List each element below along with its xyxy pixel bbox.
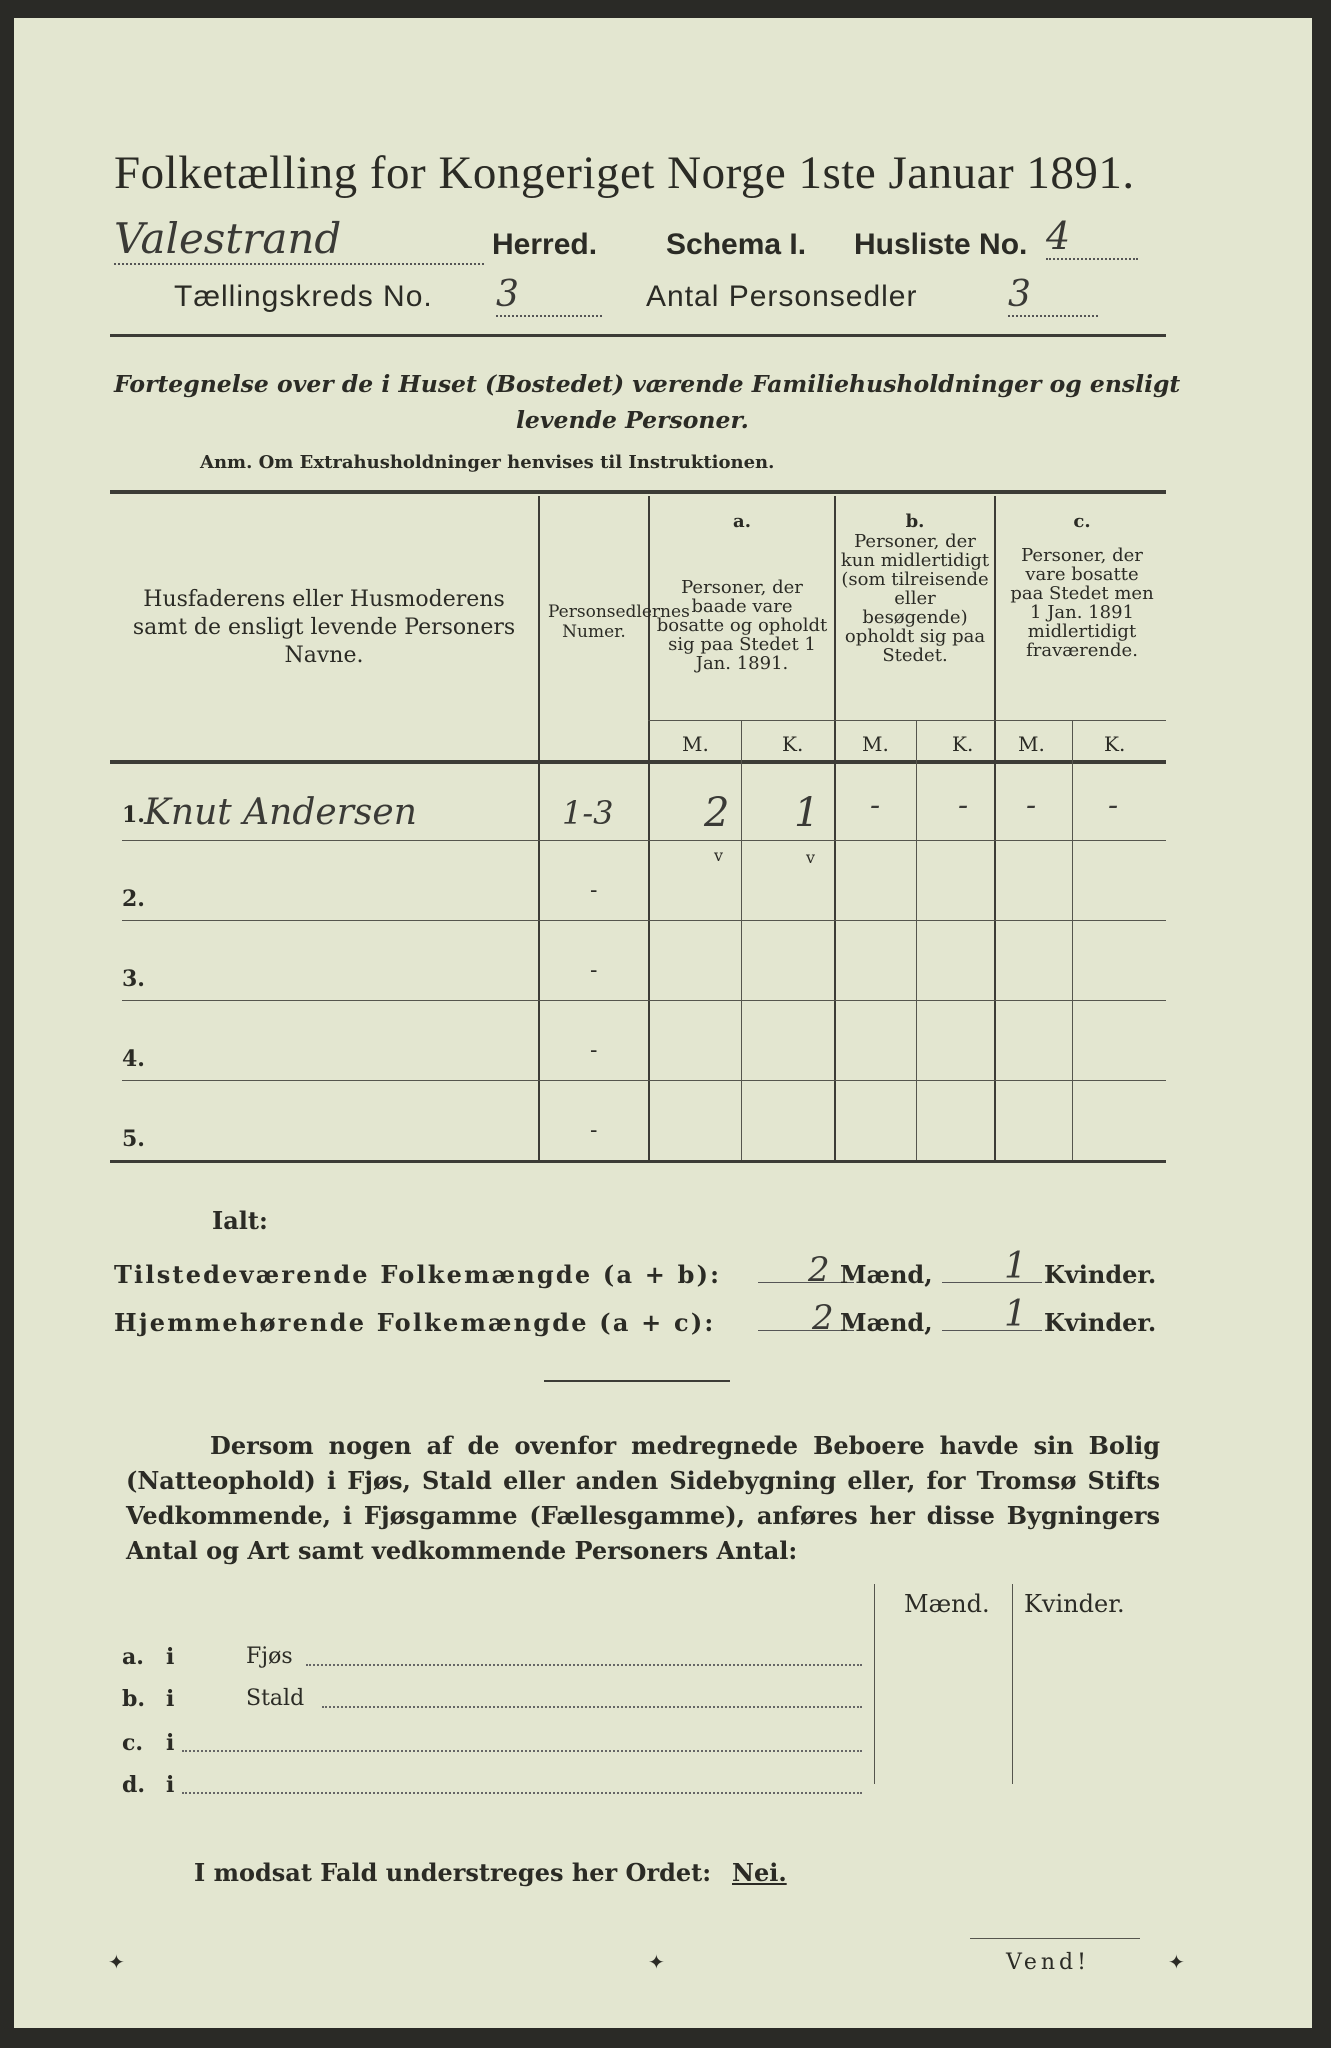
col-header-name: Husfaderens eller Husmoderens samt de ensligt levende Personers Navne. xyxy=(132,587,516,668)
row-rule xyxy=(122,1000,1166,1001)
hjemme-maend: Mænd, xyxy=(840,1308,933,1337)
row-number: 1. xyxy=(122,802,145,828)
personsedler-value: 3 xyxy=(1008,274,1098,317)
kvinder-head: Kvinder. xyxy=(1024,1590,1125,1618)
m-header: M. xyxy=(682,732,709,756)
kreds-value: 3 xyxy=(496,274,602,317)
col-rule xyxy=(916,720,917,1160)
col-header-a-letter: a. xyxy=(733,511,751,532)
bolig-letter: d. xyxy=(122,1772,146,1798)
bolig-dots xyxy=(306,1664,862,1666)
husliste-label: Husliste No. xyxy=(854,228,1028,261)
tilstede-maend: Mænd, xyxy=(840,1260,933,1289)
count-b-k: - xyxy=(958,788,969,823)
nei-word: Nei. xyxy=(732,1858,787,1887)
bolig-i: i xyxy=(166,1730,175,1756)
corner-mark: ✦ xyxy=(108,1950,125,1974)
row-number: 4. xyxy=(122,1046,145,1072)
col-header-b-letter: b. xyxy=(905,511,925,532)
hjemme-label: Hjemmehørende Folkemængde (a + c): xyxy=(114,1308,716,1337)
bolig-dots xyxy=(182,1750,862,1752)
count-c-k: - xyxy=(1108,788,1119,823)
tilstede-k-line xyxy=(942,1282,1042,1283)
form-title: Folketælling for Kongeriget Norge 1ste Januar 1891. xyxy=(114,147,1135,199)
header-rule xyxy=(110,334,1166,337)
vend-rule xyxy=(970,1938,1140,1939)
schema-label: Schema I. xyxy=(666,228,807,261)
table-bottom-rule xyxy=(110,1160,1166,1163)
row-number: 3. xyxy=(122,966,145,992)
m-header: M. xyxy=(1018,732,1045,756)
maend-head: Mænd. xyxy=(904,1590,990,1618)
col-header-num: Personsedlernes Numer. xyxy=(548,602,690,642)
hjemme-k-value: 1 xyxy=(1004,1294,1027,1335)
person-num: - xyxy=(590,1118,598,1143)
count-a-k: 1 xyxy=(794,790,820,836)
herred-label: Herred. xyxy=(492,228,598,261)
bolig-i: i xyxy=(166,1772,175,1798)
tilstede-m-value: 2 xyxy=(808,1250,830,1290)
mk-rule xyxy=(648,720,1166,721)
personsedler-label: Antal Personsedler xyxy=(646,280,918,313)
col-header-c-letter: c. xyxy=(1073,511,1091,532)
checkmark: v xyxy=(806,848,816,867)
bolig-letter: a. xyxy=(122,1644,144,1670)
bolig-label: Fjøs xyxy=(246,1644,293,1669)
table-top-rule xyxy=(110,490,1166,494)
intro-line2: levende Personer. xyxy=(516,406,749,434)
section-divider xyxy=(544,1380,730,1382)
hjemme-k-line xyxy=(942,1330,1042,1331)
corner-mark: ✦ xyxy=(1168,1950,1185,1974)
col-header-c: Personer, der vare bosatte paa Stedet men 1 Jan. 1891 midlertidigt fraværende. xyxy=(1010,545,1154,661)
anm-note: Anm. Om Extrahusholdninger henvises til Instruktionen. xyxy=(200,452,775,473)
col-rule xyxy=(834,496,836,1160)
bolig-dots xyxy=(322,1706,862,1708)
col-header-b: Personer, der kun midlertidigt (som tilreisende eller besøgende) opholdt sig paa Stedet. xyxy=(840,531,990,666)
person-num: 1-3 xyxy=(562,794,614,832)
bolig-col-rule xyxy=(1012,1584,1013,1784)
vend-text: Vend! xyxy=(1006,1950,1090,1975)
bolig-i: i xyxy=(166,1686,175,1712)
table-header-rule xyxy=(110,760,1166,764)
hjemme-kvinder: Kvinder. xyxy=(1044,1308,1157,1337)
row-number: 2. xyxy=(122,886,145,912)
husliste-value: 4 xyxy=(1046,214,1138,260)
intro-line1: Fortegnelse over de i Huset (Bostedet) værende Familiehusholdninger og ensligt xyxy=(114,370,1181,398)
bolig-letter: b. xyxy=(122,1686,146,1712)
row-rule xyxy=(122,840,1166,841)
tilstede-kvinder: Kvinder. xyxy=(1044,1260,1157,1289)
kreds-label: Tællingskreds No. xyxy=(174,280,433,313)
bolig-paragraph: Dersom nogen af de ovenfor medregnede Beboere havde sin Bolig (Natteophold) i Fjøs, Stald eller anden Sidebygning eller, for Tromsø Stifts Vedkommende, i Fjøsgamme (Fællesgamme), anføres her disse Bygningers Antal og Art samt vedkommende Personers Antal: xyxy=(126,1431,1160,1565)
row-rule xyxy=(122,1080,1166,1081)
row-rule xyxy=(122,920,1166,921)
modsat-text: I modsat Fald understreges her Ordet: xyxy=(194,1858,712,1887)
hjemme-m-value: 2 xyxy=(812,1298,834,1338)
bolig-dots xyxy=(182,1792,862,1794)
bolig-col-rule xyxy=(874,1584,875,1784)
col-rule xyxy=(741,720,742,1160)
corner-mark: ✦ xyxy=(648,1950,665,1974)
bolig-label: Stald xyxy=(246,1686,305,1711)
col-rule xyxy=(1072,720,1073,1160)
count-a-m: 2 xyxy=(704,790,730,836)
person-num: - xyxy=(590,958,598,983)
col-rule xyxy=(648,496,650,1160)
k-header: K. xyxy=(1104,732,1126,756)
col-rule xyxy=(994,496,996,1160)
k-header: K. xyxy=(782,732,804,756)
bolig-letter: c. xyxy=(122,1730,144,1756)
person-num: - xyxy=(590,1038,598,1063)
checkmark: v xyxy=(714,846,724,865)
tilstede-label: Tilstedeværende Folkemængde (a + b): xyxy=(114,1260,722,1289)
col-header-a: Personer, der baade vare bosatte og opholdt sig paa Stedet 1 Jan. 1891. xyxy=(656,577,828,674)
count-b-m: - xyxy=(870,788,881,823)
col-rule xyxy=(538,496,540,1160)
ialt-label: Ialt: xyxy=(212,1206,268,1235)
k-header: K. xyxy=(952,732,974,756)
person-name: Knut Andersen xyxy=(144,792,417,833)
count-c-m: - xyxy=(1026,788,1037,823)
tilstede-k-value: 1 xyxy=(1004,1246,1027,1287)
census-form-page xyxy=(14,18,1312,2028)
herred-value: Valestrand xyxy=(114,214,484,265)
row-number: 5. xyxy=(122,1126,145,1152)
bolig-i: i xyxy=(166,1644,175,1670)
m-header: M. xyxy=(862,732,889,756)
person-num: - xyxy=(590,878,598,903)
